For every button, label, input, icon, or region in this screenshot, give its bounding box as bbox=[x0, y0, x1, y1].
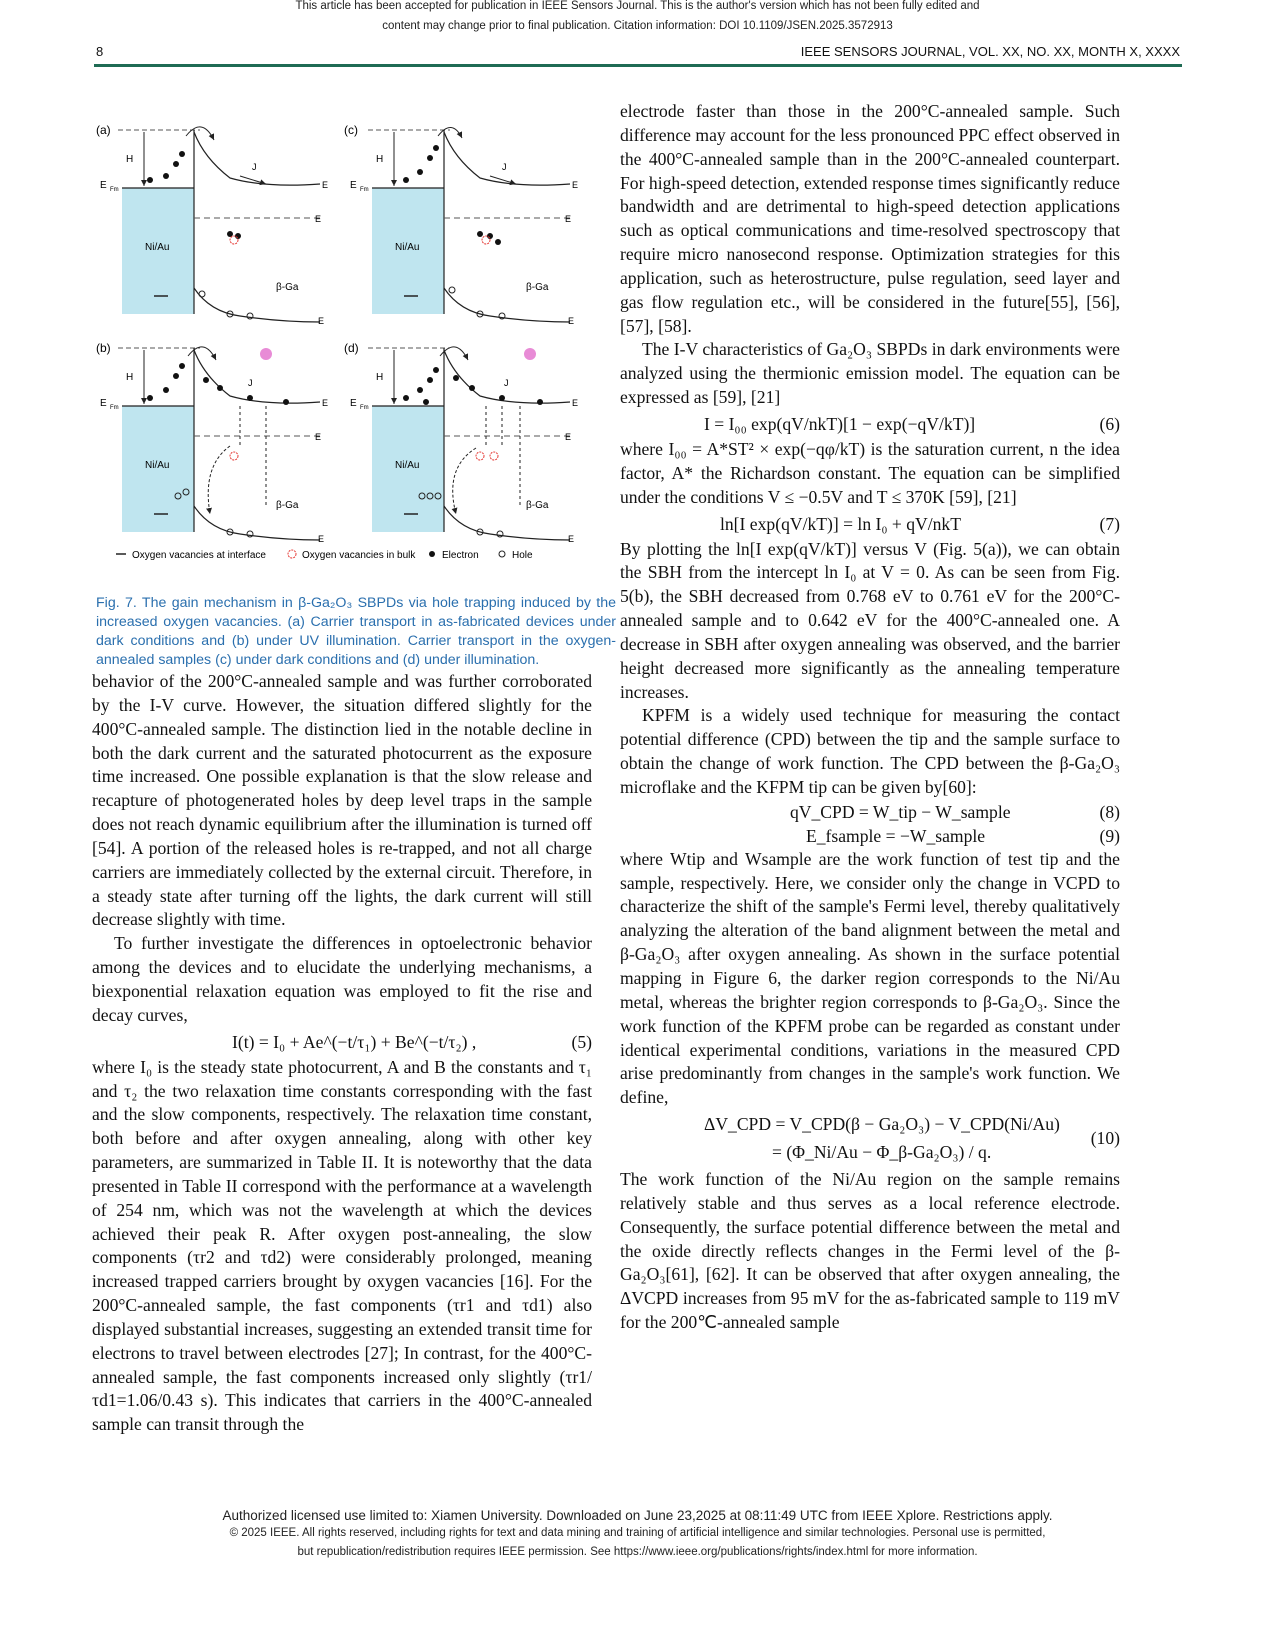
equation-9: E_fsample = −W_sample (9) bbox=[806, 825, 1120, 846]
svg-text:Oxygen vacancies at interface: Oxygen vacancies at interface bbox=[132, 550, 266, 561]
left-column bbox=[92, 670, 592, 1437]
svg-text:H: H bbox=[376, 154, 384, 165]
svg-text:Fm: Fm bbox=[110, 405, 119, 411]
paragraph: electrode faster than those in the 200°C-annealed sample. Such difference may account for the less pronounced PPC effect observed in the 400°C-annealed sample than in the 200°C-annealed counterpart. For high-speed detection, extended response times significantly reduce bandwidth and are detrimental to high-speed detection applications such as optical communications and time-resolved spectroscopy that require micro nanosecond response. Optimization strategies for this application, such as heterostructure, pulse regulation, seed layer and gas flow regulation etc., will be considered in the future[55], [56], [57], [58]. bbox=[620, 101, 1120, 336]
svg-text:Ni/Au: Ni/Au bbox=[145, 460, 170, 471]
footer-copyright: © 2025 IEEE. All rights reserved, including rights for text and data mining and training of artificial intelligence and similar technologies. Personal use is permitted, bbox=[229, 1527, 1046, 1539]
svg-text:E: E bbox=[565, 432, 572, 442]
uv-lamp-icon bbox=[260, 348, 272, 360]
svg-text:J: J bbox=[502, 162, 507, 172]
svg-text:Ni/Au: Ni/Au bbox=[145, 242, 170, 253]
svg-text:E: E bbox=[350, 180, 357, 191]
svg-text:Ni/Au: Ni/Au bbox=[395, 460, 420, 471]
svg-text:β-Ga: β-Ga bbox=[276, 282, 299, 293]
paragraph: where I₀₀ = A*ST² × exp(−qφ/kT) is the saturation current, n the idea factor, A* the Richardson constant. The equation can be simplified under the conditions V ≤ −0.5V and T ≤ 370K [59], [21] bbox=[620, 438, 1120, 507]
footer-permission: but republication/redistribution requires IEEE permission. See https://www.ieee.org/publications/rights/index.html for more information. bbox=[297, 1546, 978, 1558]
svg-text:E: E bbox=[315, 214, 322, 224]
footer-license: Authorized licensed use limited to: Xiamen University. Downloaded on June 23,2025 at 08:11:49 UTC from IEEE Xplore. Restrictions apply. bbox=[222, 1508, 1053, 1523]
figure-legend bbox=[116, 550, 533, 561]
paragraph: The work function of the Ni/Au region on the sample remains relatively stable and thus serves as a local reference electrode. Consequently, the surface potential difference between the metal and the oxide directly reflects changes in the Fermi level of the β-Ga₂O₃[61], [62]. It can be observed that after oxygen annealing, the ΔVCPD increases from 95 mV for the as-fabricated sample to 119 mV for the 200℃-annealed sample bbox=[620, 1169, 1120, 1333]
svg-text:E: E bbox=[100, 180, 107, 191]
svg-text:E: E bbox=[318, 316, 325, 326]
svg-text:(b): (b) bbox=[96, 341, 111, 355]
svg-text:J: J bbox=[252, 162, 257, 172]
figure-caption: Fig. 7. The gain mechanism in β-Ga₂O₃ SBPDs via hole trapping induced by the increased oxygen vacancies. (a) Carrier transport in as-fabricated devices under dark conditions and (b) under UV illumination. Carrier transport in the oxygen-annealed samples (c) under dark conditions and (d) under illumination. bbox=[96, 595, 616, 668]
svg-text:J: J bbox=[504, 378, 509, 388]
svg-text:E: E bbox=[322, 180, 329, 190]
panel-d bbox=[344, 341, 578, 544]
paragraph: where Wtip and Wsample are the work function of test tip and the sample, respectively. Here, we consider only the change in VCPD to characterize the shift of the sample's Fermi level, thereby qualitatively analyzing the alteration of the band alignment between the metal and β-Ga₂O₃ after oxygen annealing. As shown in the surface potential mapping in Figure 6, the darker region corresponds to the Ni/Au metal, whereas the brighter region corresponds to β-Ga₂O₃. Since the work function of the KPFM probe can be regarded as constant under identical experimental conditions, variations in the measured CPD arise predominantly from changes in the sample's work function. We define, bbox=[620, 848, 1120, 1108]
paragraph: By plotting the ln[I exp(qV/kT)] versus V (Fig. 5(a)), we can obtain the SBH from the intercept ln I₀ at V = 0. As can be seen from Fig. 5(b), the SBH decreased from 0.768 eV to 0.761 eV for the 200°C-annealed sample and to 0.642 eV for the 400°C-annealed one. A decrease in SBH after oxygen annealing was observed, and the barrier height decreased more significantly as the annealing temperature increases. bbox=[620, 538, 1120, 702]
svg-text:E: E bbox=[318, 534, 325, 544]
panel-b bbox=[96, 341, 328, 544]
svg-text:J: J bbox=[248, 378, 253, 388]
page-number: 8 bbox=[96, 44, 104, 59]
equation-10: ΔV_CPD = V_CPD(β − Ga₂O₃) − V_CPD(Ni/Au) = (Φ_Ni/Au − Φ_β-Ga₂O₃) / q. (10) bbox=[704, 1114, 1120, 1163]
svg-text:E: E bbox=[100, 398, 107, 409]
svg-text:E: E bbox=[350, 398, 357, 409]
paragraph: To further investigate the differences in optoelectronic behavior among the devices and to elucidate the underlying mechanisms, a biexponential relaxation equation was employed to fit the rise and decay curves, bbox=[92, 933, 592, 1025]
svg-text:Oxygen vacancies in bulk: Oxygen vacancies in bulk bbox=[302, 550, 416, 561]
figure-7-band-diagrams bbox=[90, 118, 620, 568]
equation-6: I = I₀₀ exp(qV/nkT)[1 − exp(−qV/kT)] (6) bbox=[704, 413, 1120, 434]
svg-text:Ni/Au: Ni/Au bbox=[395, 242, 420, 253]
svg-text:Electron: Electron bbox=[442, 550, 479, 561]
svg-text:H: H bbox=[376, 372, 384, 383]
svg-text:E: E bbox=[572, 398, 579, 408]
svg-text:E: E bbox=[568, 534, 575, 544]
svg-text:(d): (d) bbox=[344, 341, 359, 355]
svg-text:E: E bbox=[322, 398, 329, 408]
svg-text:E: E bbox=[565, 214, 572, 224]
panel-label: (a) bbox=[96, 123, 111, 137]
equation-7: ln[I exp(qV/kT)] = ln I₀ + qV/nkT (7) bbox=[720, 513, 1120, 534]
svg-text:β-Ga: β-Ga bbox=[526, 282, 549, 293]
paragraph: behavior of the 200°C-annealed sample and was further corroborated by the I-V curve. However, the situation differed slightly for the 400°C-annealed sample. The distinction lied in the notable decline in both the dark current and the saturated photocurrent as the exposure time increased. One possible explanation is that the slow release and recapture of photogenerated holes by deep level traps in the sample does not reach dynamic equilibrium after the illumination is turned off [54]. A portion of the released holes is re-trapped, and not all charge carriers are immediately collected by the external circuit. Therefore, in a steady state after turning off the lights, the dark current will still decrease slightly with time. bbox=[92, 671, 592, 930]
journal-title: IEEE SENSORS JOURNAL, VOL. XX, NO. XX, MONTH X, XXXX bbox=[800, 44, 1180, 59]
svg-text:Fm: Fm bbox=[360, 405, 369, 411]
right-column bbox=[620, 100, 1120, 1335]
svg-text:E: E bbox=[315, 432, 322, 442]
equation-8: qV_CPD = W_tip − W_sample (8) bbox=[790, 801, 1120, 822]
svg-text:β-Ga: β-Ga bbox=[276, 500, 299, 511]
paragraph: where I₀ is the steady state photocurrent, A and B the constants and τ₁ and τ₂ the two relaxation time constants corresponding with the fast and the slow components, respectively. The relaxation time constant, both before and after oxygen annealing, along with other key parameters, are summarized in Table II. It is noteworthy that the data presented in Table II correspond with the performance at a wavelength of 254 nm, which was not the wavelength at which the devices achieved their peak R. After oxygen post-annealing, the slow components (τr2 and τd2) were considerably prolonged, meaning increased trapped carriers brought by oxygen vacancies [16]. For the 200°C-annealed sample, the fast components (τr1 and τd1) also displayed substantial increases, suggesting an extended transit time for electrons to travel between electrodes [27]; In contrast, for the 400°C-annealed sample, the fast components increased only slightly (τr1/τd1=1.06/0.43 s). This indicates that carriers in the 400°C-annealed sample can transit through the bbox=[92, 1056, 592, 1435]
svg-text:Fm: Fm bbox=[360, 187, 369, 193]
svg-text:H: H bbox=[126, 372, 134, 383]
svg-text:(c): (c) bbox=[344, 123, 358, 137]
svg-text:Fm: Fm bbox=[110, 187, 119, 193]
publication-notice-line2: content may change prior to final publication. Citation information: DOI 10.1109/JSEN.2025.3572913 bbox=[382, 20, 893, 32]
svg-text:Hole: Hole bbox=[512, 550, 533, 561]
panel-c bbox=[344, 123, 578, 326]
running-header bbox=[96, 44, 1180, 64]
panel-a bbox=[96, 123, 328, 326]
svg-text:H: H bbox=[126, 154, 134, 165]
svg-text:E: E bbox=[572, 180, 579, 190]
publication-notice-line1: This article has been accepted for publication in IEEE Sensors Journal. This is the author's version which has not been fully edited and bbox=[295, 0, 980, 12]
svg-text:E: E bbox=[568, 316, 575, 326]
svg-text:β-Ga: β-Ga bbox=[526, 500, 549, 511]
header-rule bbox=[94, 64, 1182, 67]
paragraph: The I-V characteristics of Ga₂O₃ SBPDs in dark environments were analyzed using the thermionic emission model. The equation can be expressed as [59], [21] bbox=[620, 339, 1120, 408]
equation-5: I(t) = I₀ + Ae^(−t/τ₁) + Be^(−t/τ₂) , (5) bbox=[232, 1031, 592, 1052]
paragraph: KPFM is a widely used technique for measuring the contact potential difference (CPD) between the tip and the sample surface to obtain the change of work function. The CPD between the β-Ga₂O₃ microflake and the KFPM tip can be given by[60]: bbox=[620, 705, 1120, 797]
